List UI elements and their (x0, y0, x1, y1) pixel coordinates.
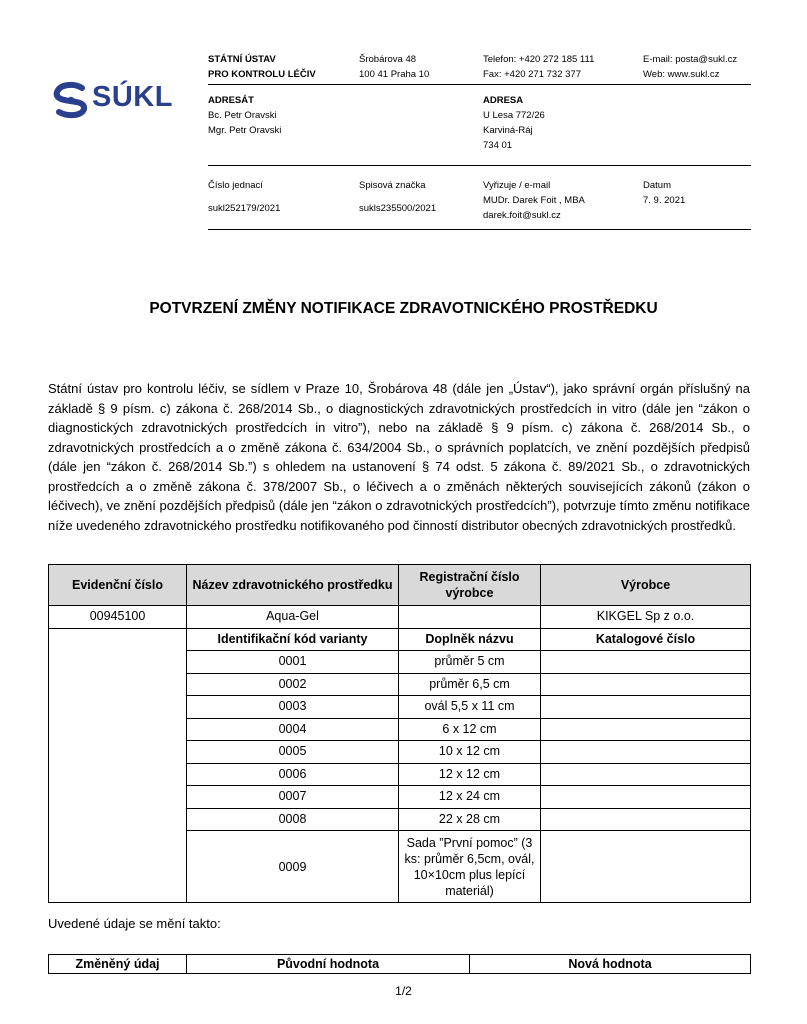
sukl-logo (52, 78, 192, 122)
handler-label: Vyřizuje / e-mail (483, 180, 551, 191)
variant-suffix: 12 x 24 cm (399, 786, 541, 809)
variant-suffix: 6 x 12 cm (399, 718, 541, 741)
sukl-logo-icon (52, 81, 90, 119)
institution-fax: Fax: +420 271 732 377 (483, 69, 581, 80)
handler-name: MUDr. Darek Foit , MBA (483, 195, 585, 206)
variant-suffix: průměr 6,5 cm (399, 673, 541, 696)
variant-catalog (541, 786, 751, 809)
variant-catalog (541, 808, 751, 831)
change-table-header (49, 955, 751, 974)
header-catalog-number: Katalogové číslo (541, 628, 751, 651)
header-product-name: Název zdravotnického prostředku (187, 565, 399, 606)
file-mark-label: Spisová značka (359, 180, 426, 191)
address-city: Karviná-Ráj (483, 125, 533, 136)
institution-email: E-mail: posta@sukl.cz (643, 54, 738, 65)
variant-code: 0009 (187, 831, 399, 903)
handler-email: darek.foit@sukl.cz (483, 210, 561, 221)
variant-suffix: průměr 5 cm (399, 651, 541, 674)
variant-catalog (541, 696, 751, 719)
body-paragraph: Státní ústav pro kontrolu léčiv, se sídlem v Praze 10, Šrobárova 48 (dále jen „Ústav“), jako správní orgán příslušný na základě § 9 písm. c) zákona č. 268/2014 Sb., o diagnostických zdravotnických prostředcích in vitro (dále jen “zákon o diagnostických zdravotnických prostředcích in vitro”), nebo na základě § 9 písm. c) zákona č. 268/2014 Sb., o zdravotnických prostředcích a o změně zákona č. 634/2004 Sb., o správních poplatcích, ve znění pozdějších předpisů (dále jen “zákon č. 268/2014 Sb.”) s ohledem na ustanovení § 74 odst. 5 zákona č. 89/2021 Sb., o zdravotnických prostředcích a o změně zákona č. 378/2007 Sb., o léčivech a o změnách některých souvisejících zákonů (zákon o léčivech), ve znění pozdějších předpisů (dále jen “zákon o zdravotnických prostředcích”), potvrzuje tímto změnu notifikace níže uvedeného zdravotnického prostředku notifikovaného pod činností distributor obecných zdravotnických prostředků. (48, 381, 750, 533)
header-variant-code: Identifikační kód varianty (187, 628, 399, 651)
variant-left-blank (49, 628, 187, 903)
institution-name-line1: STÁTNÍ ÚSTAV (208, 54, 276, 65)
manufacturer: KIKGEL Sp z o.o. (541, 606, 751, 629)
header-evidence-number: Evidenční číslo (49, 565, 187, 606)
document-title: POTVRZENÍ ZMĚNY NOTIFIKACE ZDRAVOTNICKÉHO PROSTŘEDKU (149, 300, 658, 317)
header-new-value: Nová hodnota (470, 955, 751, 974)
address-street: U Lesa 772/26 (483, 110, 545, 121)
variant-catalog (541, 831, 751, 903)
product-name: Aqua-Gel (187, 606, 399, 629)
variant-header-row (49, 628, 751, 651)
header-divider-middle (208, 165, 751, 166)
variant-catalog (541, 651, 751, 674)
address-zip: 734 01 (483, 140, 513, 151)
variant-suffix: 12 x 12 cm (399, 763, 541, 786)
file-mark-value: sukls235500/2021 (359, 203, 437, 214)
variant-code: 0008 (187, 808, 399, 831)
institution-name-line2: PRO KONTROLU LÉČIV (208, 69, 316, 80)
evidence-number: 00945100 (49, 606, 187, 629)
header-manufacturer: Výrobce (541, 565, 751, 606)
variant-catalog (541, 763, 751, 786)
addressee-label: ADRESÁT (208, 95, 254, 106)
address-label: ADRESA (483, 95, 524, 106)
variant-suffix: 22 x 28 cm (399, 808, 541, 831)
variant-suffix: 10 x 12 cm (399, 741, 541, 764)
variant-catalog (541, 741, 751, 764)
variant-catalog (541, 718, 751, 741)
change-label: Uvedené údaje se mění takto: (48, 916, 221, 931)
variant-suffix: ovál 5,5 x 11 cm (399, 696, 541, 719)
variant-code: 0006 (187, 763, 399, 786)
header-registration-number: Registrační číslo výrobce (399, 565, 541, 606)
variant-suffix: Sada ”První pomoc” (3 ks: průměr 6,5cm, ovál, 10×10cm plus lepící materiál) (399, 831, 541, 903)
reference-number-label: Číslo jednací (208, 180, 263, 191)
header-name-suffix: Doplněk názvu (399, 628, 541, 651)
variant-code: 0002 (187, 673, 399, 696)
sukl-logo-text: SÚKL (92, 81, 173, 113)
variant-catalog (541, 673, 751, 696)
product-table (48, 564, 751, 903)
header-divider-bottom (208, 229, 751, 230)
addressee-name-1: Bc. Petr Oravski (208, 110, 277, 121)
institution-phone: Telefon: +420 272 185 111 (483, 54, 595, 65)
product-record-row (49, 606, 751, 629)
date-value: 7. 9. 2021 (643, 195, 686, 206)
variant-code: 0005 (187, 741, 399, 764)
institution-city: 100 41 Praha 10 (359, 69, 430, 80)
variant-code: 0004 (187, 718, 399, 741)
variant-code: 0003 (187, 696, 399, 719)
product-table-header (49, 565, 751, 606)
institution-street: Šrobárova 48 (359, 54, 417, 65)
date-label: Datum (643, 180, 671, 191)
variant-code: 0007 (187, 786, 399, 809)
header-divider-top (208, 84, 751, 85)
change-table (48, 954, 751, 974)
page-number: 1/2 (395, 984, 412, 998)
addressee-name-2: Mgr. Petr Oravski (208, 125, 282, 136)
reference-number-value: sukl252179/2021 (208, 203, 281, 214)
institution-web: Web: www.sukl.cz (643, 69, 720, 80)
header-changed-item: Změněný údaj (49, 955, 187, 974)
registration-number (399, 606, 541, 629)
header-original-value: Původní hodnota (187, 955, 470, 974)
variant-code: 0001 (187, 651, 399, 674)
